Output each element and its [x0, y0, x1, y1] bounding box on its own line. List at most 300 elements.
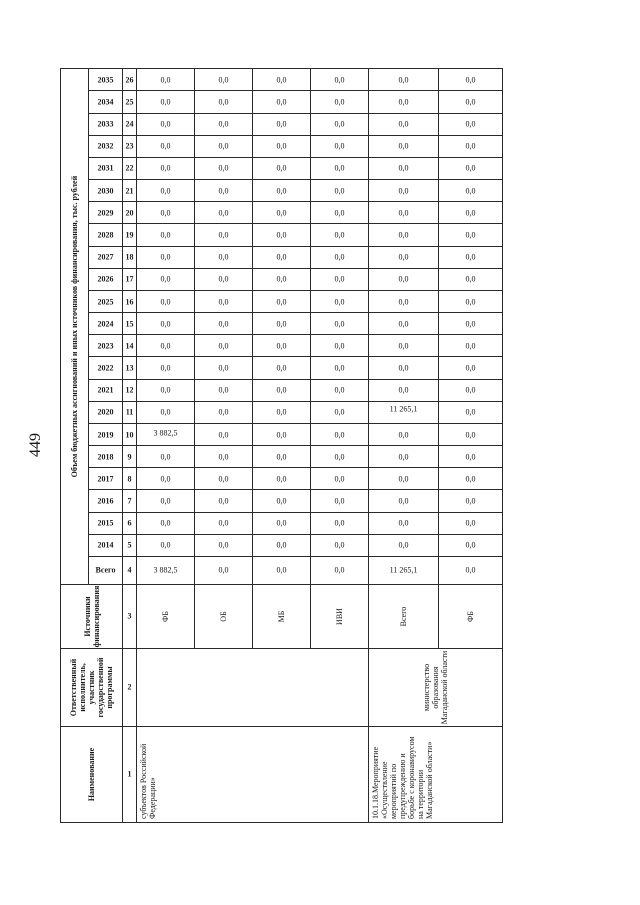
column-number [123, 357, 137, 379]
year-value-cell-text: 0,0 [465, 385, 476, 395]
header-year-2035 [89, 69, 123, 91]
year-value-cell [137, 290, 195, 312]
source-cell: ИВИ [311, 585, 369, 649]
column-number-text: 1 [127, 770, 132, 779]
year-value-cell-text: 0,0 [218, 385, 229, 395]
year-value-cell-text: 0,0 [218, 518, 229, 528]
year-value-cell-text: 0,0 [398, 119, 409, 129]
year-value-cell [253, 379, 311, 401]
year-value-cell [195, 224, 253, 246]
year-value-cell [253, 512, 311, 534]
year-value-cell-text: 0,0 [160, 385, 171, 395]
header-total: Всего [89, 557, 123, 585]
year-value-cell [195, 357, 253, 379]
source-cell: Всего [369, 585, 439, 649]
header-year-2026-text: 2026 [97, 274, 114, 284]
year-value-cell-text: 0,0 [276, 75, 287, 85]
header-year-2015-text: 2015 [97, 518, 114, 528]
column-number-text: 7 [127, 496, 132, 506]
year-value-cell-text: 0,0 [218, 297, 229, 307]
column-number-text: 3 [127, 612, 132, 621]
total-cell-text: 0,0 [334, 566, 345, 575]
year-value-cell-text: 0,0 [398, 297, 409, 307]
column-number [123, 268, 137, 290]
year-value-cell [195, 246, 253, 268]
header-year-2019-text: 2019 [97, 430, 114, 440]
year-value-cell-text: 0,0 [398, 540, 409, 550]
year-value-cell-text: 0,0 [465, 430, 476, 440]
year-value-cell [369, 246, 439, 268]
year-value-cell [439, 446, 503, 468]
column-number [123, 585, 137, 649]
year-value-cell [369, 91, 439, 113]
year-value-cell-text: 0,0 [398, 319, 409, 329]
year-value-cell [253, 490, 311, 512]
column-number-text: 2 [127, 683, 132, 692]
year-value-cell-text: 0,0 [218, 164, 229, 173]
column-number [123, 224, 137, 246]
header-year-2016-text: 2016 [97, 496, 114, 506]
year-value-cell [369, 468, 439, 490]
header-name: Наименование [61, 727, 123, 823]
year-value-cell-text: 0,0 [276, 474, 287, 484]
year-value-cell [439, 157, 503, 179]
year-value-cell [195, 335, 253, 357]
total-cell-text: 0,0 [276, 566, 287, 575]
year-value-cell-text: 0,0 [218, 430, 229, 440]
year-value-cell [311, 290, 369, 312]
total-cell [253, 557, 311, 585]
header-year-2016 [89, 490, 123, 512]
year-value-cell-text: 0,0 [334, 164, 345, 173]
header-year-2033-text: 2033 [97, 119, 114, 129]
year-value-cell [311, 224, 369, 246]
column-number-text: 18 [125, 252, 134, 262]
year-value-cell-text: 0,0 [398, 363, 409, 373]
year-value-cell-text: 0,0 [218, 452, 229, 462]
year-value-cell [137, 534, 195, 556]
year-value-cell [439, 246, 503, 268]
year-value-cell-text: 0,0 [334, 430, 345, 440]
year-value-cell-text: 0,0 [160, 407, 171, 417]
year-value-cell-text: 0,0 [465, 540, 476, 550]
year-value-cell [439, 468, 503, 490]
year-value-cell [137, 313, 195, 335]
year-value-cell [195, 468, 253, 490]
total-cell-text: 11 265,1 [389, 565, 418, 575]
year-value-cell-text: 0,0 [218, 540, 229, 550]
column-number [123, 246, 137, 268]
source-cell: ФБ [137, 585, 195, 649]
year-value-cell [369, 512, 439, 534]
year-value-cell [311, 135, 369, 157]
column-number [123, 290, 137, 312]
year-value-cell-text: 0,0 [218, 208, 229, 218]
year-value-cell-text: 0,0 [160, 297, 171, 307]
year-value-cell [253, 180, 311, 202]
year-value-cell-text: 0,0 [334, 208, 345, 218]
year-value-cell-text: 0,0 [398, 186, 409, 196]
header-year-2014 [89, 534, 123, 556]
year-value-cell [369, 290, 439, 312]
column-number [123, 91, 137, 113]
year-value-cell [253, 446, 311, 468]
year-value-cell [311, 357, 369, 379]
financing-table-container [60, 69, 502, 823]
header-year-2031-text: 2031 [97, 164, 114, 173]
year-value-cell-text: 0,0 [465, 208, 476, 218]
column-number [123, 468, 137, 490]
year-value-cell-text: 0,0 [276, 141, 287, 151]
year-value-cell-text: 0,0 [276, 119, 287, 129]
year-value-cell-text: 0,0 [334, 141, 345, 151]
total-cell [439, 557, 503, 585]
year-value-cell-text: 0,0 [398, 385, 409, 395]
year-value-cell-text: 0,0 [160, 75, 171, 85]
column-number [123, 727, 137, 823]
column-number-text: 8 [127, 474, 132, 484]
year-value-cell-text: 0,0 [276, 452, 287, 462]
column-number [123, 335, 137, 357]
year-value-cell-text: 0,0 [398, 518, 409, 528]
year-value-cell-text: 0,0 [334, 297, 345, 307]
year-value-cell [137, 335, 195, 357]
year-value-cell [137, 180, 195, 202]
year-value-cell [311, 180, 369, 202]
header-year-2029 [89, 202, 123, 224]
year-value-cell-text: 0,0 [218, 319, 229, 329]
year-value-cell [253, 113, 311, 135]
header-year-2022 [89, 357, 123, 379]
year-value-cell [253, 135, 311, 157]
column-number [123, 313, 137, 335]
header-year-2017 [89, 468, 123, 490]
year-value-cell-text: 0,0 [160, 319, 171, 329]
year-value-cell-text: 0,0 [276, 540, 287, 550]
year-value-cell-text: 0,0 [334, 252, 345, 262]
column-number [123, 649, 137, 727]
year-value-cell [369, 135, 439, 157]
row-executor-cell: министерство образования Магаданской области [369, 649, 503, 727]
year-value-cell [137, 157, 195, 179]
column-number [123, 135, 137, 157]
header-year-2019 [89, 423, 123, 445]
year-value-cell [137, 446, 195, 468]
year-value-cell-text: 0,0 [218, 496, 229, 506]
year-value-cell-text: 0,0 [160, 363, 171, 373]
header-year-2032-text: 2032 [97, 141, 114, 151]
year-value-cell [311, 468, 369, 490]
year-value-cell-text: 0,0 [160, 540, 171, 550]
year-value-cell-text: 0,0 [398, 496, 409, 506]
header-year-2022-text: 2022 [97, 363, 114, 373]
year-value-cell [195, 180, 253, 202]
year-value-cell-text: 0,0 [465, 164, 476, 173]
year-value-cell-text: 0,0 [276, 430, 287, 440]
year-value-cell [137, 401, 195, 423]
page-number: 449 [27, 433, 44, 457]
year-value-cell-text: 0,0 [218, 363, 229, 373]
year-value-cell-text: 0,0 [160, 518, 171, 528]
year-value-cell [195, 490, 253, 512]
year-value-cell [253, 313, 311, 335]
year-value-cell-text: 0,0 [334, 274, 345, 284]
year-value-cell [311, 512, 369, 534]
year-value-cell-text: 0,0 [276, 341, 287, 351]
column-number [123, 423, 137, 445]
year-value-cell-text: 0,0 [398, 97, 409, 107]
header-year-2015 [89, 512, 123, 534]
year-value-cell-text: 0,0 [465, 297, 476, 307]
total-cell [369, 557, 439, 585]
header-year-2033 [89, 113, 123, 135]
year-value-cell [369, 401, 439, 423]
year-value-cell-text: 0,0 [465, 75, 476, 85]
year-value-cell [369, 534, 439, 556]
year-value-cell [253, 268, 311, 290]
column-number-text: 17 [125, 274, 134, 284]
year-value-cell-text: 0,0 [218, 119, 229, 129]
year-value-cell-text: 0,0 [276, 363, 287, 373]
header-year-2017-text: 2017 [97, 474, 114, 484]
year-value-cell-text: 0,0 [276, 164, 287, 173]
year-value-cell [195, 113, 253, 135]
year-value-cell-text: 0,0 [276, 208, 287, 218]
financing-table [60, 68, 503, 823]
year-value-cell [195, 534, 253, 556]
year-value-cell [311, 113, 369, 135]
year-value-cell [311, 268, 369, 290]
year-value-cell-text: 0,0 [334, 518, 345, 528]
year-value-cell-text: 0,0 [160, 230, 171, 240]
year-value-cell-text: 0,0 [334, 186, 345, 196]
year-value-cell [439, 423, 503, 445]
year-value-cell-text: 0,0 [334, 75, 345, 85]
year-value-cell [311, 401, 369, 423]
year-value-cell-text: 0,0 [398, 452, 409, 462]
year-value-cell [369, 113, 439, 135]
year-value-cell [137, 224, 195, 246]
year-value-cell-text: 0,0 [218, 141, 229, 151]
year-value-cell [439, 224, 503, 246]
year-value-cell [195, 379, 253, 401]
source-cell: МБ [253, 585, 311, 649]
year-value-cell-text: 0,0 [218, 341, 229, 351]
header-year-2029-text: 2029 [97, 208, 114, 218]
year-value-cell [253, 290, 311, 312]
year-value-cell [253, 401, 311, 423]
source-cell: ФБ [439, 585, 503, 649]
source-cell: ОБ [195, 585, 253, 649]
header-year-2014-text: 2014 [97, 540, 114, 550]
year-value-cell [439, 490, 503, 512]
header-year-2018-text: 2018 [97, 452, 114, 462]
year-value-cell-text: 0,0 [276, 407, 287, 417]
year-value-cell-text: 0,0 [465, 119, 476, 129]
column-number-text: 20 [125, 208, 134, 218]
year-value-cell [311, 490, 369, 512]
year-value-cell-text: 0,0 [334, 474, 345, 484]
year-value-cell [369, 224, 439, 246]
header-year-2028-text: 2028 [97, 230, 114, 240]
year-value-cell [369, 335, 439, 357]
year-value-cell [253, 157, 311, 179]
column-number-text: 5 [127, 540, 132, 550]
year-value-cell-text: 0,0 [160, 496, 171, 506]
year-value-cell-text: 0,0 [218, 230, 229, 240]
year-value-cell [311, 313, 369, 335]
column-number [123, 113, 137, 135]
year-value-cell-text: 0,0 [276, 97, 287, 107]
year-value-cell [195, 512, 253, 534]
year-value-cell [195, 268, 253, 290]
year-value-cell-text: 0,0 [398, 474, 409, 484]
year-value-cell [253, 534, 311, 556]
year-value-cell-text: 0,0 [398, 208, 409, 218]
column-number [123, 512, 137, 534]
year-value-cell-text: 0,0 [334, 119, 345, 129]
column-number [123, 401, 137, 423]
year-value-cell-text: 0,0 [334, 452, 345, 462]
year-value-cell [369, 357, 439, 379]
total-cell-text: 0,0 [218, 566, 229, 575]
year-value-cell [439, 335, 503, 357]
year-value-cell-text: 0,0 [334, 341, 345, 351]
header-year-2020-text: 2020 [97, 407, 114, 417]
column-number [123, 446, 137, 468]
year-value-cell [439, 180, 503, 202]
year-value-cell [311, 246, 369, 268]
year-value-cell [369, 446, 439, 468]
header-year-2031 [89, 157, 123, 179]
year-value-cell [137, 91, 195, 113]
year-value-cell-text: 0,0 [398, 274, 409, 284]
column-number-text: 16 [125, 297, 134, 307]
year-value-cell [311, 534, 369, 556]
year-value-cell [369, 202, 439, 224]
year-value-cell [439, 534, 503, 556]
header-year-2023 [89, 335, 123, 357]
year-value-cell-text: 0,0 [334, 97, 345, 107]
year-value-cell-text: 0,0 [218, 407, 229, 417]
year-value-cell [137, 357, 195, 379]
header-year-2027-text: 2027 [97, 252, 114, 262]
year-value-cell [311, 157, 369, 179]
total-cell-text: 0,0 [465, 566, 476, 575]
year-value-cell [311, 379, 369, 401]
year-value-cell [311, 446, 369, 468]
header-year-2021 [89, 379, 123, 401]
header-year-2023-text: 2023 [97, 341, 114, 351]
year-value-cell [311, 423, 369, 445]
row-name-cell: 10.1.18.Мероприятие «Осуществление мероприятий по предупреждению и борьбе с коронавирусом на территории Магаданской области» [369, 727, 503, 823]
year-value-cell-text: 0,0 [218, 75, 229, 85]
column-number [123, 534, 137, 556]
column-number-text: 22 [125, 164, 134, 173]
header-year-2024-text: 2024 [97, 319, 114, 329]
total-cell [195, 557, 253, 585]
column-number [123, 379, 137, 401]
year-value-cell-text: 0,0 [465, 252, 476, 262]
year-value-cell [137, 246, 195, 268]
year-value-cell-text: 0,0 [398, 230, 409, 240]
year-value-cell [311, 69, 369, 91]
header-year-2021-text: 2021 [97, 385, 114, 395]
year-value-cell [137, 468, 195, 490]
year-value-cell-text: 0,0 [276, 385, 287, 395]
column-number-text: 26 [125, 75, 134, 85]
year-value-cell-text: 0,0 [398, 164, 409, 173]
year-value-cell-text: 0,0 [334, 407, 345, 417]
year-value-cell [439, 290, 503, 312]
year-value-cell [137, 268, 195, 290]
year-value-cell [195, 423, 253, 445]
column-number-text: 24 [125, 119, 134, 129]
column-number [123, 69, 137, 91]
column-number-text: 21 [125, 186, 134, 196]
year-value-cell [137, 512, 195, 534]
column-number [123, 157, 137, 179]
year-value-cell [137, 69, 195, 91]
header-year-2035-text: 2035 [97, 75, 114, 85]
year-value-cell [369, 268, 439, 290]
year-value-cell [439, 113, 503, 135]
year-value-cell-text: 0,0 [465, 474, 476, 484]
column-number-text: 25 [125, 97, 134, 107]
row-executor-cell [137, 649, 369, 727]
year-value-cell-text: 0,0 [465, 97, 476, 107]
year-value-cell-text: 0,0 [218, 252, 229, 262]
year-value-cell [195, 69, 253, 91]
year-value-cell [195, 202, 253, 224]
year-value-cell [439, 135, 503, 157]
year-value-cell-text: 3 882,5 [153, 428, 178, 438]
year-value-cell [253, 202, 311, 224]
header-year-2020 [89, 401, 123, 423]
year-value-cell-text: 0,0 [160, 252, 171, 262]
year-value-cell [195, 446, 253, 468]
column-number [123, 490, 137, 512]
year-value-cell [253, 91, 311, 113]
year-value-cell-text: 0,0 [465, 274, 476, 284]
year-value-cell-text: 0,0 [276, 496, 287, 506]
year-value-cell [311, 91, 369, 113]
column-number [123, 180, 137, 202]
year-value-cell-text: 11 265,1 [389, 404, 418, 414]
year-value-cell-text: 0,0 [334, 496, 345, 506]
year-value-cell [369, 490, 439, 512]
column-number-text: 12 [125, 385, 134, 395]
year-value-cell [253, 224, 311, 246]
year-value-cell [439, 379, 503, 401]
column-number-text: 14 [125, 341, 134, 351]
year-value-cell [195, 157, 253, 179]
year-value-cell-text: 0,0 [276, 518, 287, 528]
year-value-cell [311, 202, 369, 224]
header-year-2027 [89, 246, 123, 268]
year-value-cell [369, 379, 439, 401]
year-value-cell [439, 313, 503, 335]
year-value-cell [253, 357, 311, 379]
year-value-cell-text: 0,0 [334, 319, 345, 329]
column-number [123, 557, 137, 585]
year-value-cell-text: 0,0 [160, 208, 171, 218]
year-value-cell-text: 0,0 [160, 141, 171, 151]
year-value-cell [369, 313, 439, 335]
header-volume: Объем бюджетных ассигнований и иных источников финансирования, тыс. рублей [61, 69, 89, 585]
column-number-text: 23 [125, 141, 134, 151]
year-value-cell [369, 423, 439, 445]
